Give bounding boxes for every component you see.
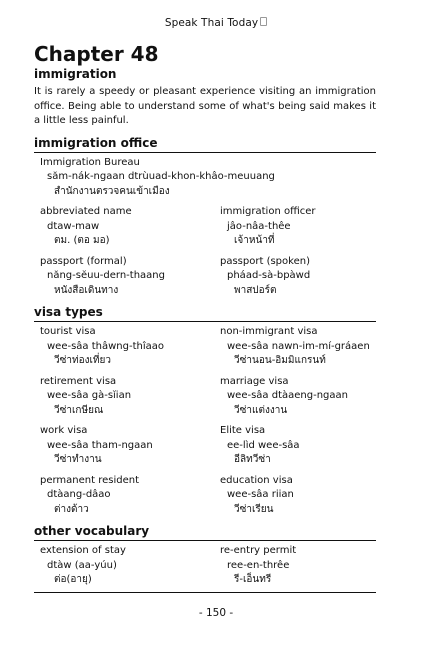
section-immigration-office bbox=[34, 135, 376, 299]
thai-script: วีซ่าท่องเที่ยว bbox=[54, 355, 111, 366]
section-title: other vocabulary bbox=[34, 523, 376, 541]
thai-script: วีซ่านอน-อิมมิแกรนท์ bbox=[234, 355, 326, 366]
vocab-entry bbox=[220, 255, 382, 299]
english-term: non-immigrant visa bbox=[220, 326, 318, 337]
transliteration: dtaw-maw bbox=[47, 220, 100, 232]
transliteration: wee-sâa riian bbox=[227, 489, 294, 500]
vocab-entry bbox=[40, 424, 220, 468]
transliteration: wee-sâa tham-ngaan bbox=[47, 439, 153, 451]
lock-icon bbox=[260, 17, 267, 26]
vocab-grid bbox=[34, 541, 376, 588]
running-header bbox=[0, 17, 432, 29]
vocab-entry bbox=[40, 544, 220, 588]
transliteration: ee-lìd wee-sâa bbox=[227, 439, 300, 451]
english-term: Elite visa bbox=[220, 425, 266, 436]
page-number: - 150 - bbox=[198, 607, 234, 619]
vocab-entry bbox=[40, 205, 220, 249]
english-term: work visa bbox=[40, 425, 88, 436]
thai-script: หนังสือเดินทาง bbox=[54, 284, 119, 296]
thai-script: ตม. (ตอ มอ) bbox=[54, 235, 110, 246]
transliteration: wee-sâa gà-sĭian bbox=[47, 390, 132, 401]
transliteration: ree-en-thrêe bbox=[227, 559, 290, 571]
english-term: marriage visa bbox=[220, 375, 289, 387]
transliteration: wee-sâa nawn-im-mí-gráaen bbox=[227, 340, 370, 352]
page-content bbox=[34, 41, 376, 593]
vocab-entry bbox=[220, 424, 382, 468]
chapter-title: Chapter 48 bbox=[34, 42, 159, 66]
thai-script: วีซ่าเกษียณ bbox=[54, 404, 104, 416]
english-term: education visa bbox=[220, 474, 293, 486]
english-term: passport (formal) bbox=[40, 255, 127, 267]
english-term: Immigration Bureau bbox=[40, 156, 140, 168]
transliteration: jâo-nâa-thêe bbox=[227, 220, 291, 232]
transliteration: wee-sâa dtàaeng-ngaan bbox=[227, 390, 348, 401]
transliteration: dtàw (aa-yúu) bbox=[47, 559, 117, 571]
vocab-entry bbox=[40, 375, 220, 419]
book-title: Speak Thai Today bbox=[164, 17, 259, 29]
thai-script: เจ้าหน้าที่ bbox=[234, 235, 275, 246]
transliteration: wee-sâa thâwng-thîaao bbox=[47, 340, 165, 352]
vocab-entry-lead bbox=[34, 156, 376, 200]
chapter-subtitle: immigration bbox=[34, 67, 117, 81]
english-term: retirement visa bbox=[40, 375, 117, 387]
chapter-intro: It is rarely a speedy or pleasant experience visiting an immigration office. Being able to understand some of what's being said makes it a little less painful. bbox=[34, 86, 376, 126]
transliteration: dtàang-dâao bbox=[47, 489, 111, 500]
english-term: abbreviated name bbox=[40, 206, 132, 217]
english-term: extension of stay bbox=[40, 545, 126, 556]
vocab-entry bbox=[40, 474, 220, 518]
english-term: re-entry permit bbox=[220, 545, 297, 556]
transliteration: pháad-sà-bpàwd bbox=[227, 270, 311, 281]
section-divider bbox=[34, 592, 376, 593]
vocab-entry bbox=[40, 325, 220, 369]
vocab-entry bbox=[220, 205, 382, 249]
transliteration: năng-sĕuu-dern-thaang bbox=[47, 270, 165, 281]
section-title: visa types bbox=[34, 304, 376, 322]
vocab-entry bbox=[220, 474, 382, 518]
vocab-grid bbox=[34, 322, 376, 517]
thai-script: วีซ่าทำงาน bbox=[54, 454, 102, 465]
thai-script: วีซ่าแต่งงาน bbox=[234, 404, 288, 416]
english-term: passport (spoken) bbox=[220, 255, 310, 267]
vocab-entry bbox=[40, 255, 220, 299]
english-term: permanent resident bbox=[40, 474, 140, 486]
thai-script: พาสปอร์ต bbox=[234, 284, 277, 296]
vocab-entry bbox=[220, 375, 382, 419]
vocab-entry bbox=[220, 544, 382, 588]
thai-script: วีซ่าเรียน bbox=[234, 503, 274, 515]
thai-script: ต่างด้าว bbox=[54, 503, 89, 515]
english-term: immigration officer bbox=[220, 206, 316, 217]
thai-script: อีลิทวีซ่า bbox=[234, 454, 271, 465]
thai-script: รี-เอ็นทรี bbox=[234, 574, 272, 585]
thai-script: ต่อ(อายุ) bbox=[54, 574, 92, 585]
section-other-vocabulary bbox=[34, 523, 376, 593]
thai-script: สำนักงานตรวจคนเข้าเมือง bbox=[54, 185, 170, 197]
transliteration: săm-nák-ngaan dtrùuad-khon-khâo-meuuang bbox=[47, 171, 275, 182]
section-title: immigration office bbox=[34, 135, 376, 153]
vocab-grid bbox=[34, 199, 376, 298]
english-term: tourist visa bbox=[40, 326, 96, 337]
vocab-entry bbox=[220, 325, 382, 369]
section-visa-types bbox=[34, 304, 376, 517]
